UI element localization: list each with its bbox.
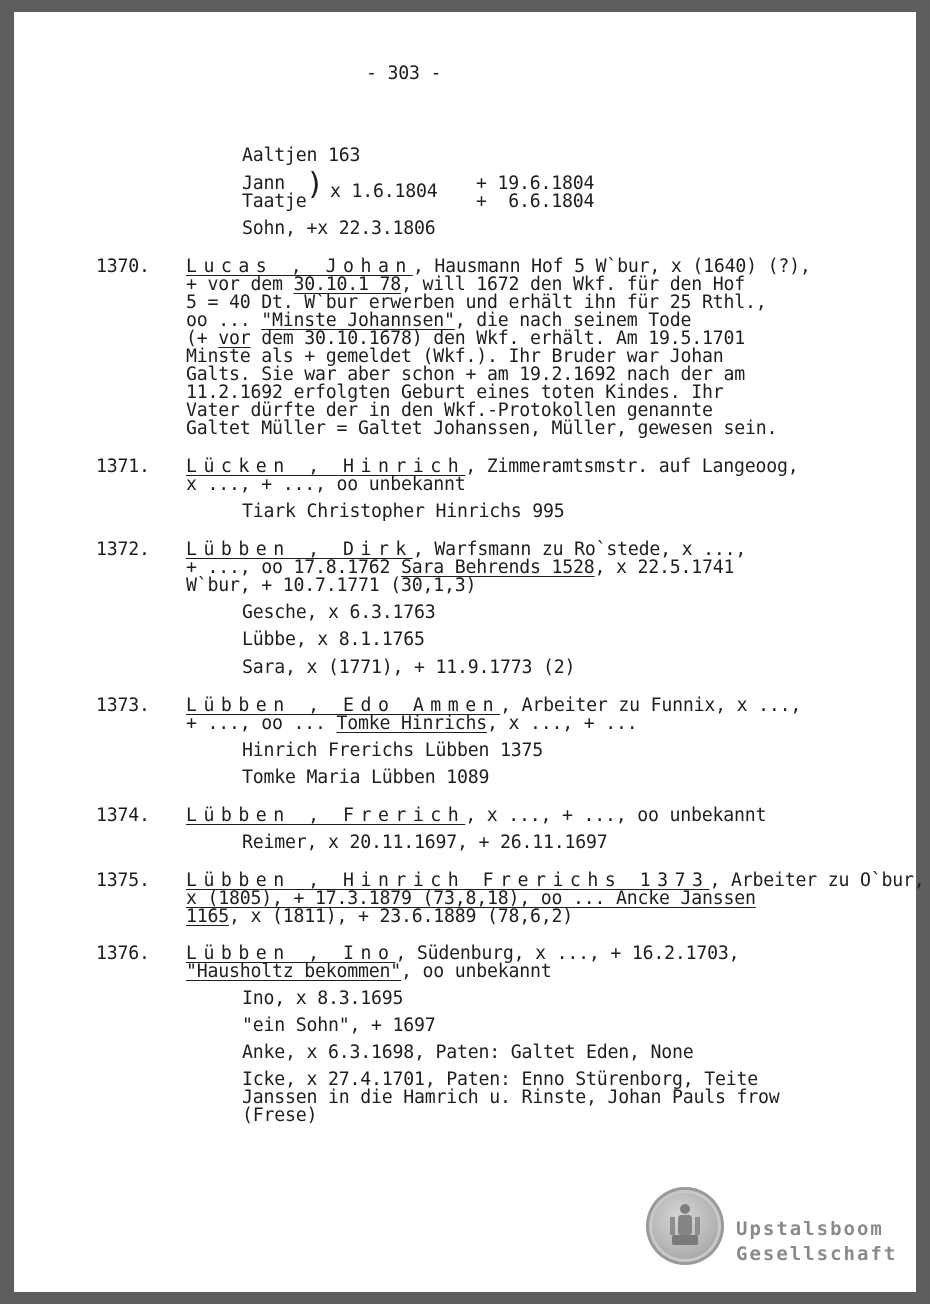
entry-1370-line-9: Vater dürfte der in den Wkf.-Protokollen genannte bbox=[186, 400, 713, 421]
entry-1374-child-1: Reimer, x 20.11.1697, + 26.11.1697 bbox=[242, 832, 608, 853]
entry-1371-child-1: Tiark Christopher Hinrichs 995 bbox=[242, 501, 565, 522]
entry-1375-line-2: x (1805), + 17.3.1879 (73,8,18), oo ... Ancke Janssen bbox=[186, 888, 756, 909]
entry-1372-child-1: Gesche, x 6.3.1763 bbox=[242, 602, 436, 623]
entry-1370-line-10: Galtet Müller = Galtet Johanssen, Müller, gewesen sein. bbox=[186, 418, 778, 439]
entry-1375-line-3: 1165, x (1811), + 23.6.1889 (78,6,2) bbox=[186, 906, 573, 927]
entry-1376-child-3: Anke, x 6.3.1698, Paten: Galtet Eden, None bbox=[242, 1042, 694, 1063]
entry-1376-line-1: Lübben , Ino, Südenburg, x ..., + 16.2.1703, bbox=[186, 943, 740, 964]
entry-1375-name: Lübben , Hinrich Frerichs 1373 bbox=[186, 870, 710, 891]
entry-1376-line-2: "Hausholtz bekommen", oo unbekannt bbox=[186, 961, 552, 982]
twins-bracket: ) bbox=[306, 167, 325, 202]
entry-number-1374: 1374. bbox=[96, 805, 150, 826]
entry-1375-line-1: Lübben , Hinrich Frerichs 1373, Arbeiter zu O`bur, bbox=[186, 870, 925, 891]
jann-death: + 19.6.1804 bbox=[476, 173, 595, 194]
entry-1373-child-1: Hinrich Frerichs Lübben 1375 bbox=[242, 740, 543, 761]
entry-1370-line-2: + vor dem 30.10.1 78, will 1672 den Wkf. für den Hof bbox=[186, 274, 745, 295]
entry-1373-line-2: + ..., oo ... Tomke Hinrichs, x ..., + ... bbox=[186, 713, 638, 734]
entry-1370-line-3: 5 = 40 Dt. W`bur erwerben und erhält ihn für 25 Rthl., bbox=[186, 292, 767, 313]
twin-jann-name: Jann bbox=[242, 173, 285, 194]
spouse-sara-behrends: Sara Behrends 1528 bbox=[401, 557, 595, 578]
entry-1373-child-2: Tomke Maria Lübben 1089 bbox=[242, 767, 490, 788]
entry-1372-line-1: Lübben , Dirk, Warfsmann zu Ro`stede, x ..., bbox=[186, 539, 747, 560]
twins-baptism: x 1.6.1804 bbox=[330, 181, 438, 202]
child-sohn: Sohn, +x 22.3.1806 bbox=[242, 218, 436, 239]
brand-line-2: Gesellschaft bbox=[736, 1243, 898, 1265]
entry-1372-line-3: W`bur, + 10.7.1771 (30,1,3) bbox=[186, 575, 477, 596]
entry-1372-line-2: + ..., oo 17.8.1762 Sara Behrends 1528, x 22.5.1741 bbox=[186, 557, 735, 578]
entry-1373-line-1: Lübben , Edo Ammen, Arbeiter zu Funnix, x ..., bbox=[186, 695, 802, 716]
entry-1370-line-7: Galts. Sie war aber schon + am 19.2.1692 nach der am bbox=[186, 364, 745, 385]
entry-1372-child-3: Sara, x (1771), + 11.9.1773 (2) bbox=[242, 657, 576, 678]
spouse-tomke-hinrichs: Tomke Hinrichs bbox=[336, 713, 487, 734]
entry-1376-child-4-line-2: Janssen in die Hamrich u. Rinste, Johan Pauls frow bbox=[242, 1087, 780, 1108]
entry-number-1376: 1376. bbox=[96, 943, 150, 964]
entry-1371-line-2: x ..., + ..., oo unbekannt bbox=[186, 474, 466, 495]
entry-1373-name: Lübben , Edo Ammen bbox=[186, 695, 501, 716]
entry-1370-line-6: Minste als + gemeldet (Wkf.). Ihr Bruder war Johan bbox=[186, 346, 724, 367]
entry-1370-line-1: Lucas , Johan, Hausmann Hof 5 W`bur, x (1640) (?), bbox=[186, 256, 811, 277]
entry-1374-line-1: Lübben , Frerich, x ..., + ..., oo unbekannt bbox=[186, 805, 767, 826]
entry-number-1375: 1375. bbox=[96, 870, 150, 891]
taatje-death: + 6.6.1804 bbox=[476, 191, 595, 212]
entry-1370-line-4: oo ... "Minste Johannsen", die nach seinem Tode bbox=[186, 310, 692, 331]
spouse-ancke-janssen: Ancke Janssen bbox=[616, 888, 756, 909]
entry-1371-name: Lücken , Hinrich bbox=[186, 456, 466, 477]
entry-1370-line-8: 11.2.1692 erfolgten Geburt eines toten Kindes. Ihr bbox=[186, 382, 724, 403]
entry-1372-name: Lübben , Dirk bbox=[186, 539, 413, 560]
entry-number-1373: 1373. bbox=[96, 695, 150, 716]
entry-1376-name: Lübben , Ino bbox=[186, 943, 396, 964]
child-aaltjen: Aaltjen 163 bbox=[242, 145, 361, 166]
entry-1376-child-4-line-1: Icke, x 27.4.1701, Paten: Enno Stürenborg, Teite bbox=[242, 1069, 758, 1090]
entry-1376-child-4-line-3: (Frese) bbox=[242, 1105, 318, 1126]
brand-line-1: Upstalsboom bbox=[736, 1218, 884, 1240]
entry-1370-line-5: (+ vor dem 30.10.1678) den Wkf. erhält. Am 19.5.1701 bbox=[186, 328, 745, 349]
spouse-minste-johannsen: "Minste Johannsen" bbox=[261, 310, 455, 331]
entry-1372-child-2: Lübbe, x 8.1.1765 bbox=[242, 629, 425, 650]
twin-taatje-name: Taatje bbox=[242, 191, 307, 212]
seal-logo-icon bbox=[646, 1187, 724, 1265]
page-number: - 303 - bbox=[366, 63, 442, 84]
entry-1371-line-1: Lücken , Hinrich, Zimmeramtsmstr. auf Langeoog, bbox=[186, 456, 799, 477]
entry-1376-child-2: "ein Sohn", + 1697 bbox=[242, 1015, 436, 1036]
entry-number-1370: 1370. bbox=[96, 256, 150, 277]
entry-number-1371: 1371. bbox=[96, 456, 150, 477]
entry-number-1372: 1372. bbox=[96, 539, 150, 560]
entry-1374-name: Lübben , Frerich bbox=[186, 805, 466, 826]
entry-1370-name: Lucas , Johan bbox=[186, 256, 413, 277]
entry-1376-child-1: Ino, x 8.3.1695 bbox=[242, 988, 404, 1009]
